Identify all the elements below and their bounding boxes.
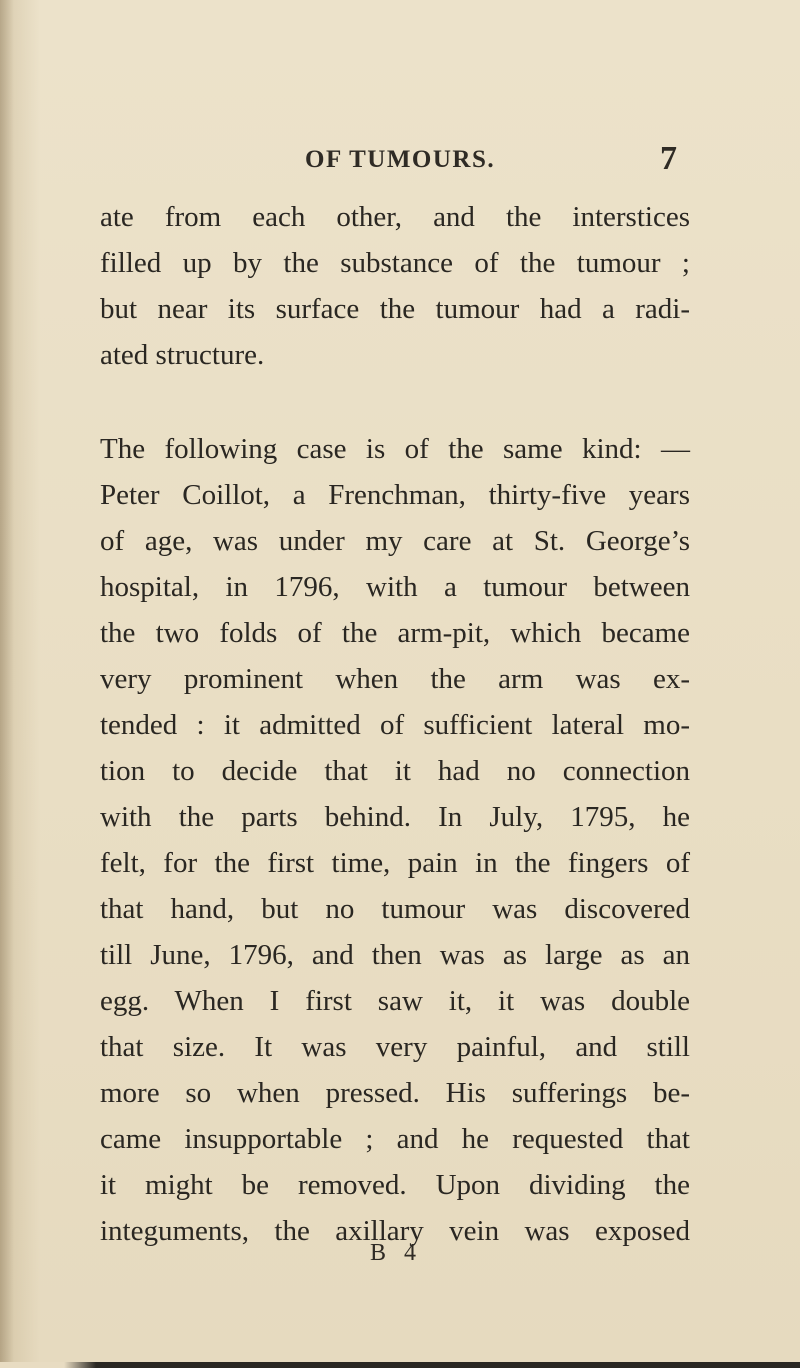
text-line: filled up by the substance of the tumour ; (100, 247, 690, 279)
page-number: 7 (660, 140, 677, 177)
text-line: integuments, the axillary vein was exposed (100, 1215, 690, 1247)
text-line: but near its surface the tumour had a radi- (100, 293, 690, 325)
text-line: felt, for the first time, pain in the fingers of (100, 847, 690, 879)
text-line: ated structure. (100, 339, 265, 371)
text-line: hospital, in 1796, with a tumour between (100, 571, 690, 603)
bottom-edge (0, 1362, 800, 1368)
text-line: with the parts behind. In July, 1795, he (100, 801, 690, 833)
text-line: tion to decide that it had no connection (100, 755, 690, 787)
text-line: The following case is of the same kind: — (100, 433, 690, 465)
signature-mark: B 4 (370, 1240, 423, 1266)
text-line: tended : it admitted of sufficient lateral mo- (100, 709, 690, 741)
text-line: that size. It was very painful, and still (100, 1031, 690, 1063)
gutter-shadow (0, 0, 14, 1368)
text-line: more so when pressed. His sufferings be- (100, 1077, 690, 1109)
text-line: very prominent when the arm was ex- (100, 663, 690, 695)
running-title: OF TUMOURS. (305, 146, 496, 173)
paragraph-2 (100, 426, 690, 1254)
text-line: came insupportable ; and he requested that (100, 1123, 690, 1155)
text-line: Peter Coillot, a Frenchman, thirty-five years (100, 479, 690, 511)
text-line: of age, was under my care at St. George’s (100, 525, 690, 557)
text-line: it might be removed. Upon dividing the (100, 1169, 690, 1201)
text-line: egg. When I first saw it, it was double (100, 985, 690, 1017)
paragraph-gap (100, 378, 690, 426)
text-line: ate from each other, and the interstices (100, 201, 690, 233)
body-text (100, 194, 690, 1254)
text-line: that hand, but no tumour was discovered (100, 893, 690, 925)
text-line: till June, 1796, and then was as large as an (100, 939, 690, 971)
running-head (0, 140, 800, 176)
text-line: the two folds of the arm-pit, which became (100, 617, 690, 649)
paragraph-1 (100, 194, 690, 378)
